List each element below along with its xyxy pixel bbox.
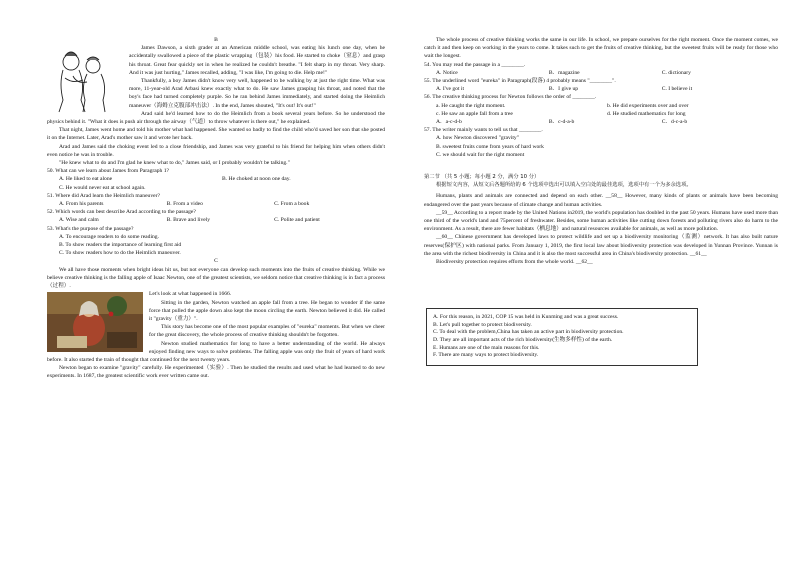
event-56-b: b. He did experiments over and over — [607, 102, 689, 109]
question-56-events-2 — [424, 110, 778, 118]
event-56-a: a. He caught the right moment. — [436, 102, 506, 109]
question-51: 51. Where did Arad learn the Heimlich maneuver? — [47, 192, 160, 199]
question-54: 54. You may read the passage in a ________. — [424, 61, 526, 68]
b-paragraph-4: That night, James went home and told his mother what had happened. She wanted so badly to find the child who'd saved her son that she posted it on the Internet. Later, Arad's mother saw it and wrote her back. — [47, 127, 385, 142]
box-option-f: F. There are many ways to protect biodiversity. — [433, 352, 539, 359]
option-53-c-row — [47, 249, 385, 257]
b-paragraph-3: Arad said he'd learned how to do the Heimlich from a book several years before. So he understood the physics behind it. "What it does is push air through the airway（气道）to throw whatever is there out," he explained. — [47, 110, 385, 126]
option-53-c[interactable]: C. To show readers how to do the Heimlich maneuver. — [59, 250, 181, 257]
option-51-c[interactable]: C. From a book — [274, 201, 310, 208]
right-column — [424, 36, 778, 366]
option-50-a[interactable]: A. He liked to eat alone — [59, 176, 113, 183]
c-paragraph-2b: Sitting in the garden, Newton watched an apple fall from a tree. He began to wonder if the same force that pulled the apple down also kept the moon circling the earth. Newton believed it did. He called it "gravity（重力）". — [149, 299, 385, 322]
c-paragraph-2a: Let's look at what happened in 1666. — [149, 291, 232, 298]
option-57-a-row — [424, 134, 778, 142]
question-50-options — [47, 175, 385, 183]
section-b-heading: B — [214, 37, 218, 43]
question-56-events-1 — [424, 102, 778, 110]
question-51-options — [47, 200, 385, 208]
option-53-b[interactable]: B. To show readers the importance of learning first aid — [59, 242, 182, 249]
b-paragraph-1: James Dawson, a sixth grader at an American middle school, was eating his lunch one day, when he accidentally swallowed a piece of the plastic wrapping（包装）his food. He started to choke（窒息）and grasp his throat. Great fear quickly set in when he realized he couldn't breathe. "I felt sharp in my throat. Very sharp. And it was just hurting," James recalled, adding, "I was like, I'm going to die. Help me!" — [129, 45, 385, 76]
part-2-instructions: 根据短文内容，从短文后各题所给的 6 个选项中选出可以填入空白处的最佳选项，选项中有一个为多余选项。 — [436, 182, 692, 189]
box-option-a: A. For this reason, in 2021, COP 15 was held in Kunming and was a great success. — [433, 314, 619, 321]
option-53-a-row — [47, 233, 385, 241]
event-56-d: d. He studied mathematics for long — [607, 110, 686, 117]
newton-portrait-icon — [47, 292, 143, 352]
c-paragraph-4: Newton studied mathematics for long to have a better understanding of the world. He always enjoyed finding new ways to solve problems. The falling apple was only the fruit of years of hard work before. It also started the train of thought that continued for the next twenty years. — [47, 340, 385, 363]
newton-painting — [47, 292, 143, 352]
c-paragraph-3: This story has become one of the most popular examples of "eureka" moments. But when we cheer for the great discovery, the whole process of creative thinking shouldn't be forgotten. — [149, 324, 385, 339]
option-55-b[interactable]: B．I give up — [548, 86, 579, 93]
question-52-options — [47, 216, 385, 224]
box-option-e: E. Humans are one of the main reasons for this. — [433, 344, 540, 351]
heimlich-illustration — [47, 48, 123, 114]
question-57: 57. The writer mainly wants to tell us that ________. — [424, 127, 543, 134]
option-57-c-row — [424, 151, 778, 159]
question-53: 53. What's the purpose of the passage? — [47, 225, 134, 232]
c-paragraph-1: We all have those moments when bright ideas hit us, but not everyone can develop such moments into the fruits of creative thinking. While we believe creative thinking is the falling apple of Isaac Newton, one of the greatest scientists, we seldom notice that creative thinking is in fact a process（过程）. — [47, 266, 385, 290]
option-57-b[interactable]: B. sweetest fruits come from years of hard work — [436, 143, 544, 150]
section-c-heading: C — [214, 258, 218, 265]
b-paragraph-6: "He knew what to do and I'm glad he knew what to do," James said, or I probably wouldn't be talking." — [59, 160, 290, 167]
option-55-a[interactable]: A. I've got it — [436, 86, 465, 93]
event-56-c: c. He saw an apple fall from a tree — [436, 110, 513, 117]
question-54-options — [424, 69, 778, 77]
option-54-a[interactable]: A. Notice — [436, 69, 458, 76]
option-51-b[interactable]: B. From a video — [166, 201, 203, 208]
option-54-c[interactable]: C. dictionary — [661, 69, 691, 76]
option-52-c[interactable]: C. Polite and patient — [274, 217, 320, 224]
question-55-options — [424, 85, 778, 93]
text-paragraph-3: __60__ Chinese government has developed laws to protect wildlife and set up a biodiversity monitoring（监测）network. It has also built nature reserves(保护区) with national parks. From January 1, 2019, the first local law about biodiversity protection was developed in Yunnan Province. Yunnan is the area with the richest biodiversity in China and it is also the most successful area in China's biodiversity protection. __61__ — [424, 234, 778, 257]
part-2-title: 第二节 （共 5 小题；每小题 2 分，满分 10 分） — [424, 174, 540, 181]
question-52: 52. Which words can best describe Arad according to the passage? — [47, 209, 196, 216]
question-50: 50. What can we learn about James from Paragraph 1? — [47, 168, 169, 175]
box-option-c: C. To deal with the problem,China has taken an active part in biodiversity protection. — [433, 329, 624, 336]
option-57-c[interactable]: C. we should wait for the right moment — [436, 151, 525, 158]
option-55-c[interactable]: C. I believe it — [661, 86, 693, 93]
text-paragraph-4: Biodiversity protection requires efforts from the whole world. __62__ — [436, 259, 593, 266]
option-54-b[interactable]: B．magazine — [548, 69, 580, 76]
b-paragraph-2: Thankfully, a boy James didn't know very well, happened to be walking by at just the right time. What was more, 11-year-old Arad Arbasi knew exactly what to do. He saw James grasping his throat, and noted that the boy's face had turned completely purple. So he ran behind James immediately, and started doing the Heimlich maneuver（海姆立克腹部冲击法）. In the end, James shouted, "It's out! It's out!" — [129, 78, 385, 109]
option-56-a[interactable]: A．a-c-d-b — [436, 119, 462, 126]
b-paragraph-5: Arad and James said the choking event led to a close friendship, and James was very grateful to his friend for helping him when others didn't even notice he was in trouble. — [47, 143, 385, 158]
heimlich-drawing-icon — [47, 48, 123, 114]
option-57-b-row — [424, 143, 778, 151]
option-56-c[interactable]: C．d-c-a-b — [661, 119, 688, 126]
box-option-d: D. They are all important acts of the rich biodiversity(生物多样性) of the earth. — [433, 337, 613, 344]
option-52-a[interactable]: A. Wise and calm — [59, 217, 99, 224]
left-column — [47, 36, 385, 381]
text-paragraph-1: Humans, plants and animals are connected and depend on each other. __58__ However, many kinds of plants or animals have been becoming endangered over the past years because of climate change and human activities. — [424, 193, 778, 208]
question-56-options — [424, 118, 778, 126]
option-50-b[interactable]: B. He choked at noon one day. — [222, 176, 291, 183]
option-53-a[interactable]: A. To encourage readers to do some reading. — [59, 233, 160, 240]
question-50-options-2 — [47, 184, 385, 192]
option-51-a[interactable]: A. From his parents — [59, 201, 104, 208]
c-paragraph-5: Newton began to examine "gravity" carefully. He experimented（实验）. Then he studied the results and used what he had learned to do new experiments. In 1687, the greatest scientific work ever written came out. — [47, 365, 385, 380]
option-56-b[interactable]: B．c-d-a-b — [548, 119, 575, 126]
text-paragraph-2: __59__ According to a report made by the United Nations in2019, the world's population has doubled in the past 50 years. Humans have used more than one third of the world's land and 75percent of freshwater. Besides, some human activities like cutting down forests and polluting rivers also do harm to the environment. As a result, there are fewer habitats（栖息地）and natural resources available for animals, as well as more pollution. — [424, 209, 778, 233]
c-paragraph-6: The whole process of creative thinking works the same in our life. In school, we prepare ourselves for the right moment. Once the moment comes, we catch it and then keep on working in the years to come. It takes such to get the fruits of creative thinking, but the sweetest fruits will be ready for those who wait the longest. — [424, 37, 778, 60]
box-option-b: B. Let's pull together to protect biodiversity. — [433, 321, 532, 328]
question-56: 56. The creative thinking process for Newton follows the order of ________. — [424, 94, 597, 101]
question-55: 55. The underlined word "eureka" in Paragraph(段落) 4 probably means "________". — [424, 78, 616, 85]
option-50-c[interactable]: C. He would never eat at school again. — [59, 184, 146, 191]
option-57-a[interactable]: A. how Newton discovered "gravity" — [436, 135, 520, 142]
options-box — [426, 308, 698, 366]
option-52-b[interactable]: B. Brave and lively — [166, 217, 211, 224]
option-53-b-row — [47, 241, 385, 249]
